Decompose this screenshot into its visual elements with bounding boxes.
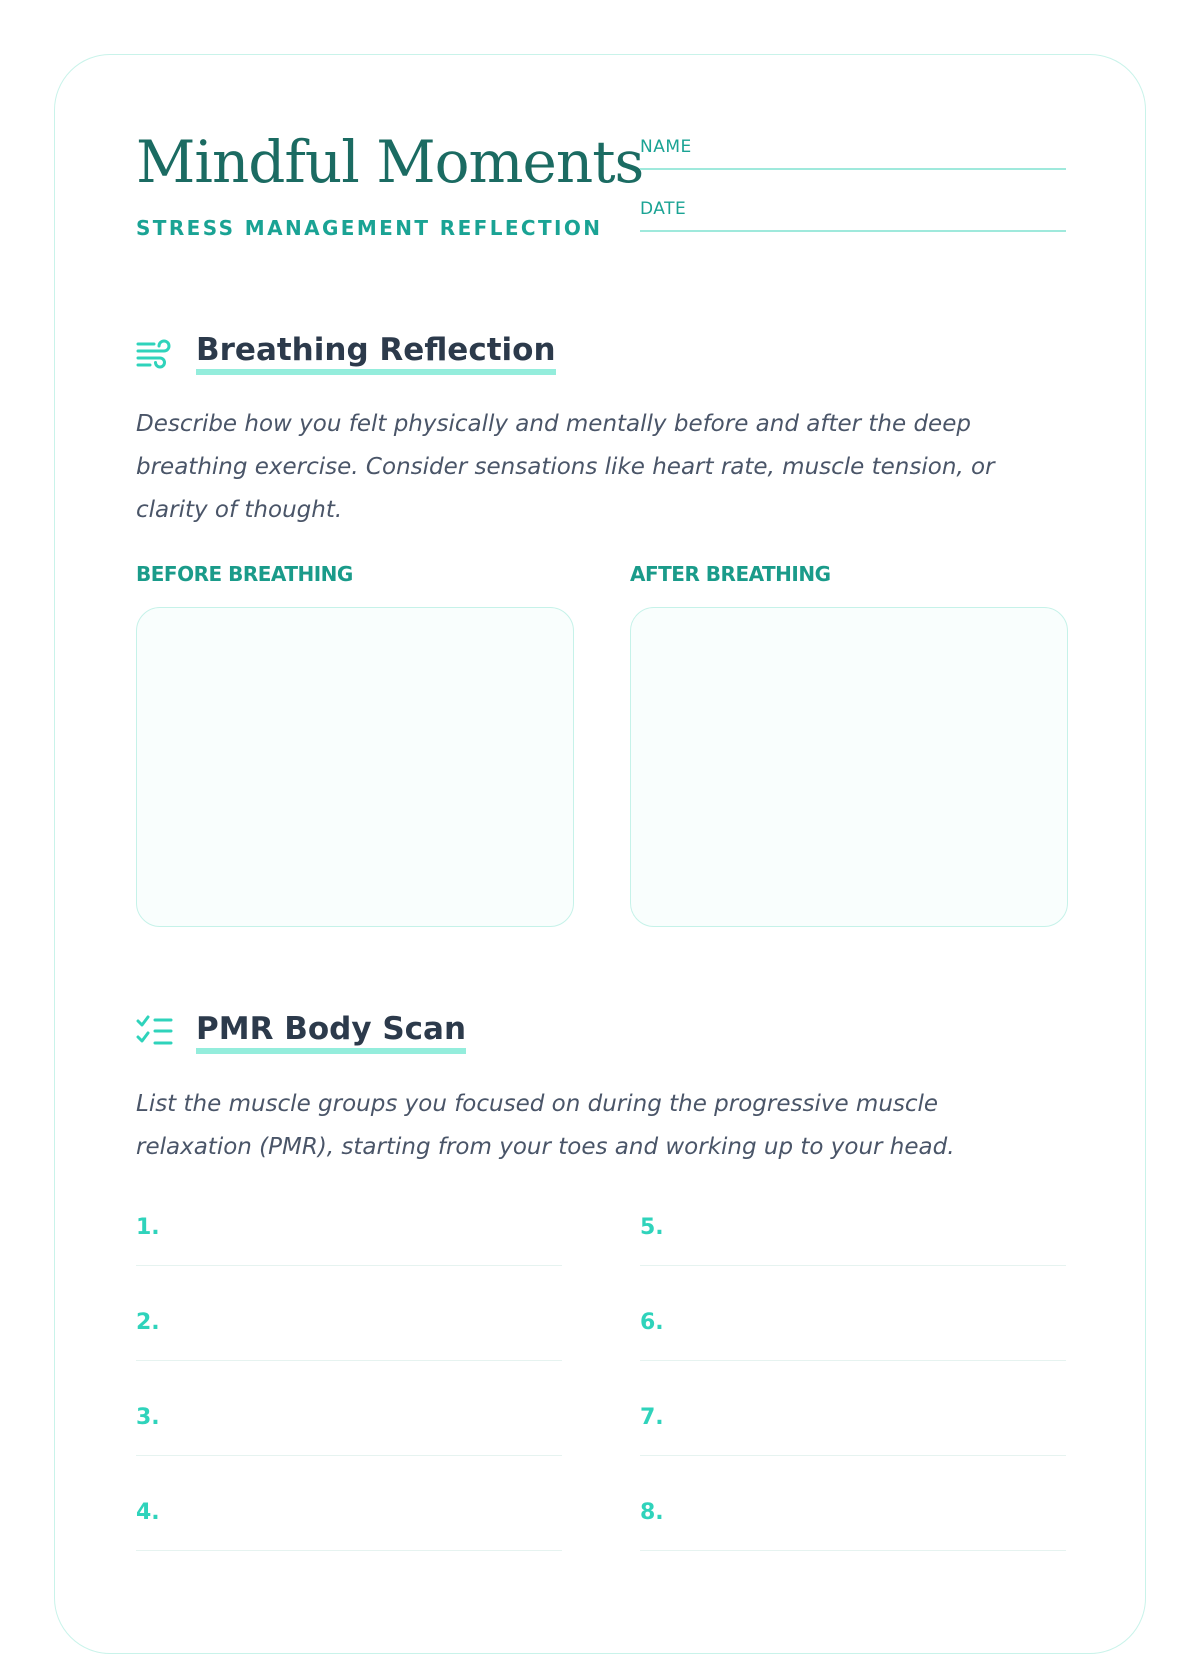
worksheet-title: Mindful Moments (136, 128, 644, 196)
wind-icon (136, 336, 174, 370)
list-item-number: 6. (640, 1310, 664, 1335)
list-item-number: 7. (640, 1405, 664, 1430)
pmr-body-scan-heading: PMR Body Scan (196, 1011, 466, 1054)
list-item[interactable] (136, 1500, 562, 1551)
worksheet-subtitle: STRESS MANAGEMENT REFLECTION (136, 216, 603, 240)
breathing-reflection-heading: Breathing Reflection (196, 332, 556, 375)
list-item[interactable] (136, 1215, 562, 1266)
date-field-label: DATE (640, 199, 687, 219)
after-breathing-label: AFTER BREATHING (630, 562, 831, 586)
before-breathing-box[interactable] (136, 607, 574, 927)
checklist-icon (136, 1015, 174, 1049)
date-field-line[interactable] (640, 230, 1066, 232)
list-item[interactable] (136, 1310, 562, 1361)
breathing-instructions: Describe how you felt physically and mentally before and after the deep breathing exercise. Consider sensations like heart rate, muscle tension, or clarity of thought. (136, 411, 995, 523)
after-breathing-box[interactable] (630, 607, 1068, 927)
list-item[interactable] (640, 1215, 1066, 1266)
pmr-instructions: List the muscle groups you focused on during the progressive muscle relaxation (PMR), starting from your toes and working up to your head. (136, 1091, 955, 1160)
list-item[interactable] (640, 1500, 1066, 1551)
list-item-number: 3. (136, 1405, 160, 1430)
list-item-number: 2. (136, 1310, 160, 1335)
list-item-number: 1. (136, 1215, 160, 1240)
before-breathing-label: BEFORE BREATHING (136, 562, 353, 586)
list-item[interactable] (640, 1405, 1066, 1456)
name-field-label: NAME (640, 137, 692, 157)
name-field-line[interactable] (640, 168, 1066, 170)
list-item[interactable] (640, 1310, 1066, 1361)
list-item-number: 5. (640, 1215, 664, 1240)
list-item[interactable] (136, 1405, 562, 1456)
list-item-number: 8. (640, 1500, 664, 1525)
list-item-number: 4. (136, 1500, 160, 1525)
